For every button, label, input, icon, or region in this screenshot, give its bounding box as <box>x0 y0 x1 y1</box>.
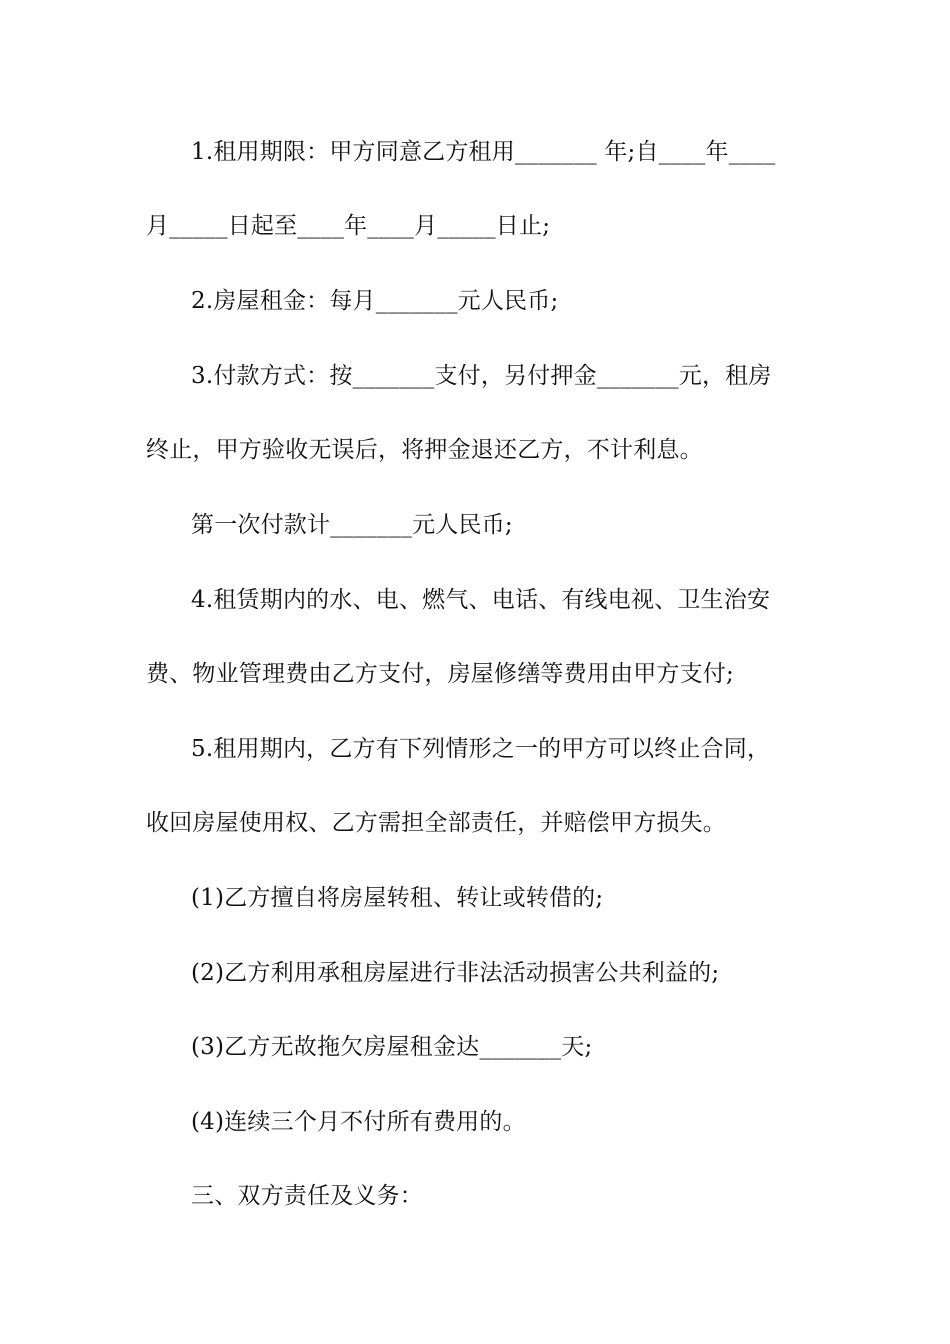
clause-1-lease-term-line-1: 1.租用期限：甲方同意乙方租用_______ 年;自____年____ <box>191 139 776 165</box>
termination-item-4: (4)连续三个月不付所有费用的。 <box>191 1109 526 1135</box>
termination-item-1: (1)乙方擅自将房屋转租、转让或转借的; <box>191 885 604 911</box>
clause-2-rent: 2.房屋租金：每月_______元人民币; <box>191 288 559 314</box>
clause-3-payment-line-2: 终止，甲方验收无误后，将押金退还乙方，不计利息。 <box>146 437 703 463</box>
clause-4-utilities-line-2: 费、物业管理费由乙方支付，房屋修缮等费用由甲方支付; <box>146 661 734 687</box>
termination-item-3: (3)乙方无故拖欠房屋租金达_______天; <box>191 1034 593 1060</box>
section-3-heading: 三、双方责任及义务： <box>191 1183 423 1209</box>
clause-5-termination-line-1: 5.租用期内，乙方有下列情形之一的甲方可以终止合同， <box>191 736 771 762</box>
clause-5-termination-line-2: 收回房屋使用权、乙方需担全部责任，并赔偿甲方损失。 <box>146 810 726 836</box>
first-payment: 第一次付款计_______元人民币; <box>191 512 513 538</box>
clause-3-payment-line-1: 3.付款方式：按_______支付，另付押金_______元，租房 <box>191 363 772 389</box>
termination-item-2: (2)乙方利用承租房屋进行非法活动损害公共利益的; <box>191 960 720 986</box>
clause-4-utilities-line-1: 4.租赁期内的水、电、燃气、电话、有线电视、卫生治安 <box>191 587 771 613</box>
clause-1-lease-term-line-2: 月_____日起至____年____月_____日止; <box>146 213 551 239</box>
